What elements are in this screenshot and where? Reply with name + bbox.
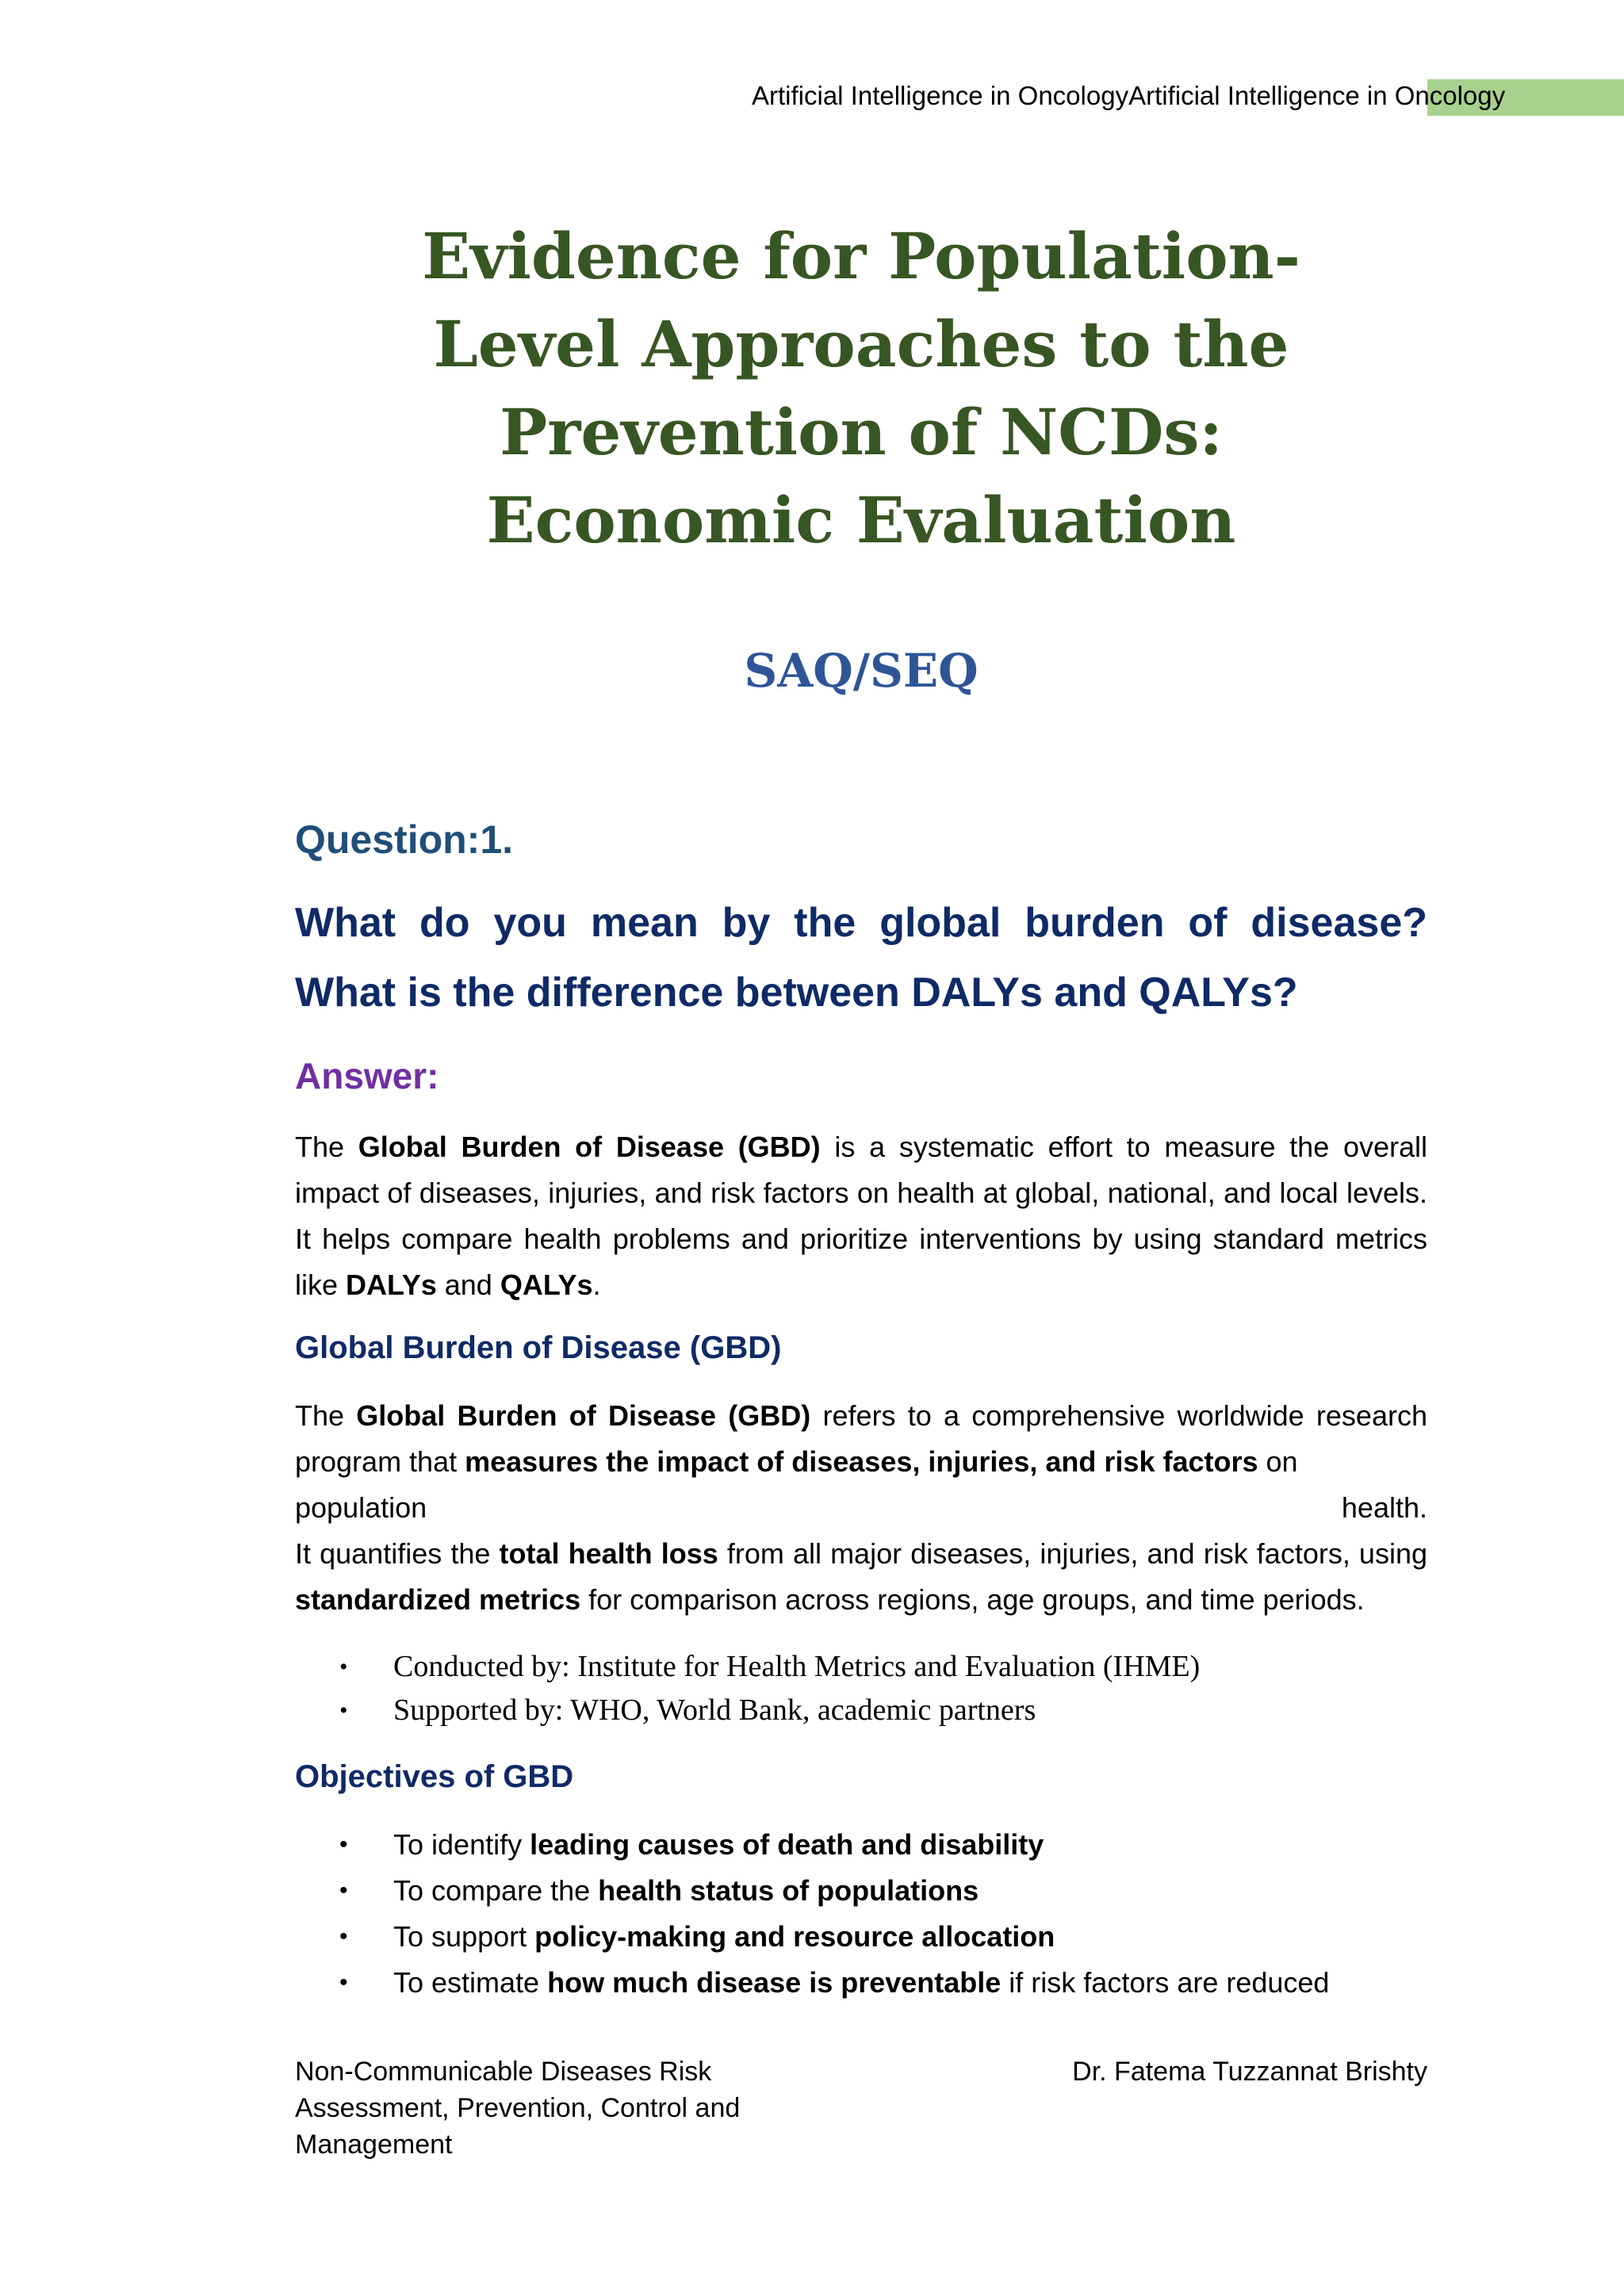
list-item-text: Supported by: WHO, World Bank, academic partners <box>393 1693 1036 1727</box>
title-line: Economic Evaluation <box>486 483 1236 557</box>
text-run: from all major diseases, injuries, and risk factors, using <box>718 1537 1427 1570</box>
title-line: Level Approaches to the <box>433 307 1289 381</box>
question-label: Question:1. <box>295 817 514 862</box>
text-run: is a systematic effort to measure the overall impact of diseases, injuries, and risk factors on health at global, national, and local levels. It helps compare health problems and prioritize interventions by using standard metrics like <box>295 1131 1427 1301</box>
bold-run: health status of populations <box>598 1874 979 1907</box>
text-run: It quantifies the <box>295 1537 500 1570</box>
text-run: The <box>295 1131 358 1163</box>
list-item <box>295 1689 1427 1732</box>
title-line: Prevention of NCDs: <box>500 395 1223 469</box>
bold-run: standardized metrics <box>295 1583 581 1616</box>
list-item <box>295 1914 1427 1960</box>
bullet-icon: • <box>339 1969 348 1996</box>
text-run: on <box>1258 1445 1298 1478</box>
bullet-icon: • <box>339 1697 348 1724</box>
text-run: To estimate <box>393 1966 548 1999</box>
bold-run: total health loss <box>499 1537 718 1570</box>
main-content <box>295 817 1427 2033</box>
gbd-heading: Global Burden of Disease (GBD) <box>295 1330 782 1365</box>
title-line: Evidence for Population- <box>422 219 1300 293</box>
gbd-paragraph <box>295 1393 1427 1623</box>
bold-run: how much disease is preventable <box>547 1966 1002 1999</box>
running-header: Artificial Intelligence in OncologyArtificial Intelligence in Oncology <box>752 81 1506 110</box>
bullet-icon: • <box>339 1654 348 1680</box>
footer-line: Assessment, Prevention, Control and <box>295 2093 741 2123</box>
gbd-paragraph-spread-line <box>295 1485 1427 1531</box>
gbd-paragraph-part2 <box>295 1531 1427 1623</box>
objectives-heading: Objectives of GBD <box>295 1759 574 1794</box>
bold-run: measures the impact of diseases, injuries, and risk factors <box>465 1445 1258 1478</box>
footer-line: Management <box>295 2130 453 2160</box>
list-item <box>295 1645 1427 1689</box>
bold-run: leading causes of death and disability <box>530 1828 1044 1861</box>
text-run: To compare the <box>393 1874 599 1907</box>
text-run: . <box>592 1269 601 1301</box>
bold-run: DALYs <box>346 1269 437 1301</box>
document-title <box>295 212 1427 564</box>
text-run: if risk factors are reduced <box>1001 1966 1330 1999</box>
text-run: To support <box>393 1920 535 1953</box>
footer-author: Dr. Fatema Tuzzannat Brishty <box>1072 2057 1427 2087</box>
bold-run: Global Burden of Disease (GBD) <box>358 1131 821 1163</box>
bold-run: Global Burden of Disease (GBD) <box>356 1399 811 1432</box>
bullet-icon: • <box>339 1831 348 1858</box>
gbd-paragraph-part1 <box>295 1393 1427 1485</box>
text-run: To identify <box>393 1828 530 1861</box>
list-item <box>295 1960 1427 2006</box>
text-run: for comparison across regions, age groups, and time periods. <box>580 1583 1365 1616</box>
bold-run: QALYs <box>500 1269 593 1301</box>
answer-label: Answer: <box>295 1055 439 1096</box>
footer-course-title <box>295 2053 787 2163</box>
objectives-list <box>295 1822 1427 2006</box>
bullet-icon: • <box>339 1923 348 1950</box>
footer-line: Non-Communicable Diseases Risk <box>295 2057 712 2087</box>
text-run: The <box>295 1399 357 1432</box>
text-run: refers to a comprehensive worldwide research program that <box>295 1399 1427 1478</box>
list-item <box>295 1868 1427 1914</box>
bold-run: policy-making and resource allocation <box>534 1920 1055 1953</box>
intro-paragraph <box>295 1124 1427 1308</box>
list-item <box>295 1822 1427 1868</box>
list-item-text: Conducted by: Institute for Health Metrics and Evaluation (IHME) <box>393 1650 1201 1683</box>
bullet-icon: • <box>339 1877 348 1904</box>
text-run: population <box>295 1491 427 1524</box>
gbd-bullet-list <box>295 1645 1427 1732</box>
question-text: What do you mean by the global burden of disease? What is the difference between DALYs and QALYs? <box>295 900 1427 1016</box>
document-subtitle: SAQ/SEQ <box>744 644 979 698</box>
text-run: health. <box>1341 1491 1427 1524</box>
text-run: and <box>436 1269 500 1301</box>
